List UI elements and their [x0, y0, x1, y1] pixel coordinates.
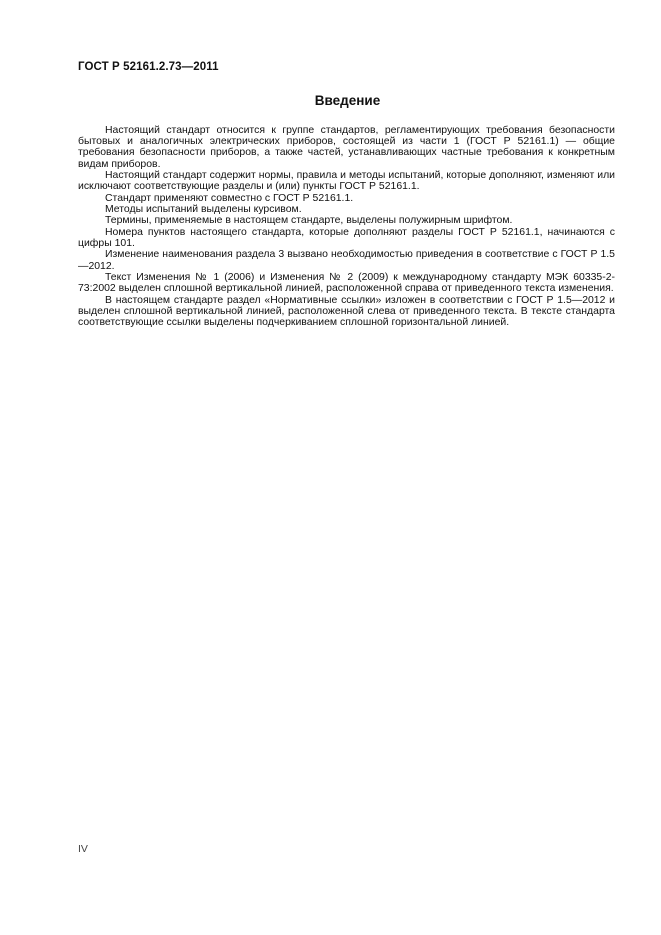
paragraph-scope: Настоящий стандарт относится к группе стандартов, регламентирующих требования безопасности бытовых и аналогичных электрических приборов, состоящей из части 1 (ГОСТ Р 52161.1) — общие требования безопасности приборов, а также частей, устанавливающих частные требования к конкретным видам приборов. — [78, 124, 615, 170]
paragraph-amendments: Текст Изменения № 1 (2006) и Изменения № 2 (2009) к международному стандарту МЭК 60335-2-73:2002 выделен сплошной вертикальной линией, расположенной справа от приведенного текста изменения. — [78, 271, 615, 295]
introduction-body — [78, 125, 615, 329]
paragraph-clause-numbers: Номера пунктов настоящего стандарта, которые дополняют разделы ГОСТ Р 52161.1, начинаются с цифры 101. — [78, 226, 615, 249]
paragraph-terms: Термины, применяемые в настоящем стандарте, выделены полужирным шрифтом. — [105, 215, 513, 227]
section-title: Введение — [314, 93, 381, 108]
document-code-header: ГОСТ Р 52161.2.73—2011 — [78, 61, 219, 73]
paragraph-used-with: Стандарт применяют совместно с ГОСТ Р 52161.1. — [105, 192, 354, 204]
paragraph-contents: Настоящий стандарт содержит нормы, правила и методы испытаний, которые дополняют, изменяют или исключают соответствующие разделы и (или) пункты ГОСТ Р 52161.1. — [78, 169, 615, 193]
page-number: IV — [78, 843, 88, 855]
paragraph-section-rename: Изменение наименования раздела 3 вызвано необходимостью приведения в соответствие с ГОСТ Р 1.5—2012. — [78, 249, 615, 272]
paragraph-normative-references: В настоящем стандарте раздел «Нормативные ссылки» изложен в соответствии с ГОСТ Р 1.5—2012 и выделен сплошной вертикальной линией, расположенной слева от приведенного текста. В тексте стандарта соответствующие ссылки выделены подчеркиванием сплошной горизонтальной линией. — [78, 294, 615, 329]
paragraph-test-methods: Методы испытаний выделены курсивом. — [105, 203, 302, 215]
